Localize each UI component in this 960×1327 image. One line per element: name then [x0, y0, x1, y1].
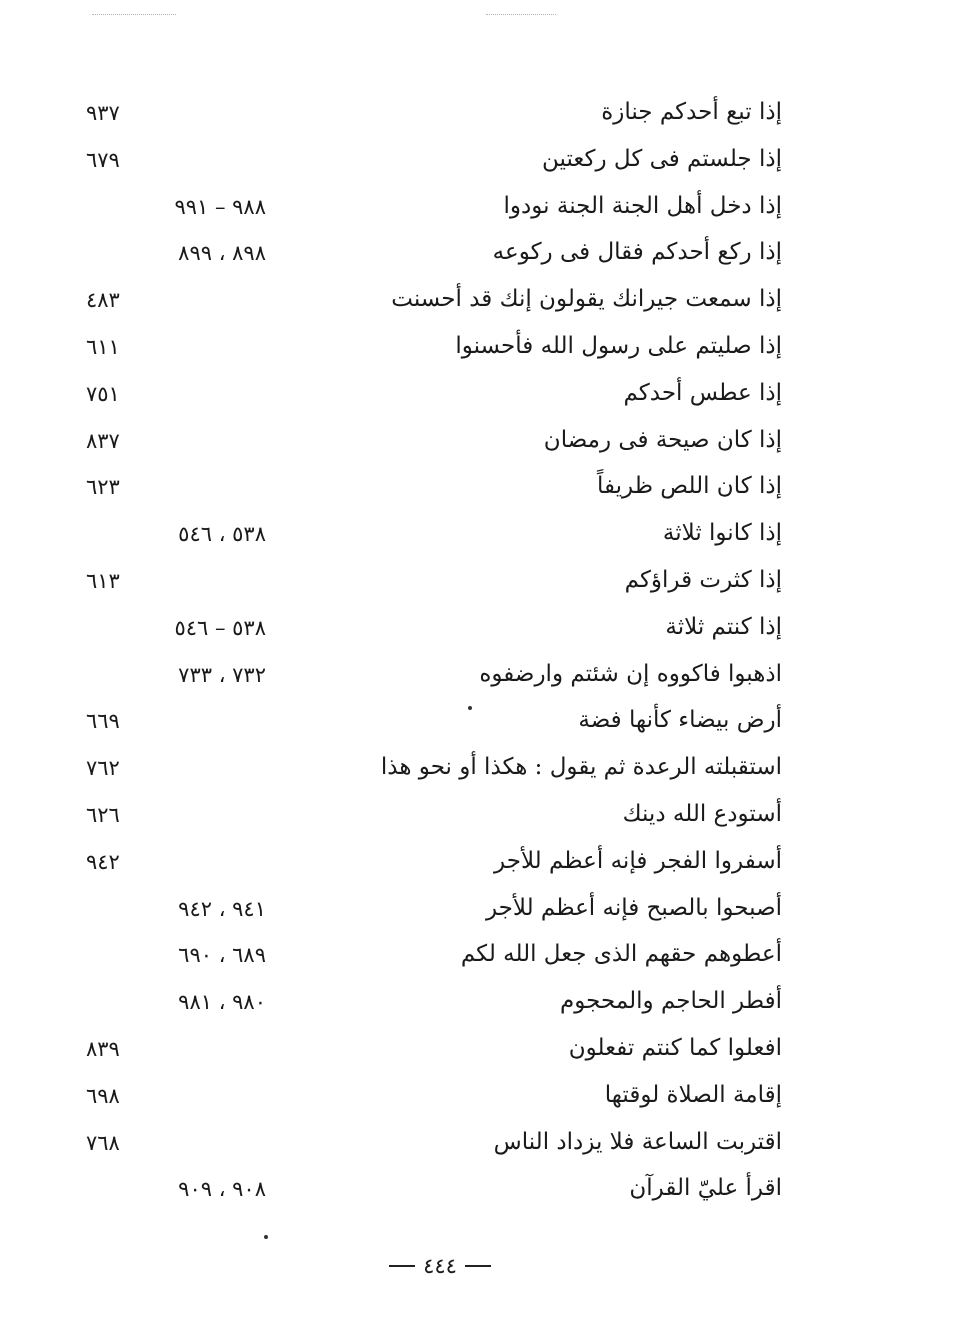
- header-rule-left: [92, 14, 176, 15]
- entry-text: استقبلته الرعدة ثم يقول : هكذا أو نحو هذا: [380, 754, 782, 781]
- entry-text: إذا كان صيحة فى رمضان: [543, 426, 782, 453]
- entry-page-refs: ٥٣٨ ، ٥٤٦: [178, 522, 266, 547]
- entry-page-refs: ٦٩٨: [86, 1083, 120, 1108]
- entry-text: إذا ركع أحدكم فقال فى ركوعه: [492, 239, 782, 266]
- entry-text: إذا سمعت جيرانك يقولون إنك قد أحسنت: [391, 286, 782, 313]
- index-row: [80, 326, 790, 373]
- entry-text: إذا دخل أهل الجنة الجنة نودوا: [503, 192, 782, 219]
- entry-page-refs: ٩٠٨ ، ٩٠٩: [178, 1177, 266, 1202]
- index-row: [80, 1168, 790, 1215]
- entry-page-refs: ٧٦٨: [86, 1130, 120, 1155]
- index-row: [80, 139, 790, 186]
- entry-page-refs: ٥٣٨ – ٥٤٦: [174, 615, 266, 640]
- print-speck: [264, 1235, 268, 1239]
- entry-page-refs: ٦٨٩ ، ٦٩٠: [178, 943, 266, 968]
- index-row: [80, 279, 790, 326]
- entry-text: إذا عطس أحدكم: [623, 379, 782, 406]
- index-row: [80, 841, 790, 888]
- entry-text: إذا جلستم فى كل ركعتين: [542, 145, 782, 172]
- index-row: [80, 981, 790, 1028]
- entry-page-refs: ٦٧٩: [86, 147, 120, 172]
- entry-page-refs: ٩٨٨ – ٩٩١: [174, 194, 266, 219]
- print-speck: [468, 706, 472, 710]
- header-rule-right: [486, 14, 556, 15]
- index-row: [80, 700, 790, 747]
- entry-page-refs: ٧٥١: [86, 381, 120, 406]
- entry-page-refs: ٨٣٧: [86, 428, 120, 453]
- entry-page-refs: ٨٩٨ ، ٨٩٩: [178, 241, 266, 266]
- entry-text: أسفروا الفجر فإنه أعظم للأجر: [494, 847, 782, 874]
- entry-text: إذا كثرت قراؤكم: [624, 566, 782, 593]
- footer-dash-left: [389, 1265, 415, 1267]
- entry-text: إذا كنتم ثلاثة: [665, 613, 782, 640]
- index-row: [80, 607, 790, 654]
- page-footer: [380, 1248, 500, 1284]
- entry-text: أرض بيضاء كأنها فضة: [578, 707, 782, 734]
- entry-page-refs: ٧٦٢: [86, 756, 120, 781]
- entry-text: أفطر الحاجم والمحجوم: [560, 988, 782, 1015]
- entry-text: أصبحوا بالصبح فإنه أعظم للأجر: [485, 894, 782, 921]
- index-row: [80, 373, 790, 420]
- entry-page-refs: ٧٣٢ ، ٧٣٣: [178, 662, 266, 687]
- entry-page-refs: ٦١١: [86, 334, 120, 359]
- entry-page-refs: ٦٢٦: [86, 802, 120, 827]
- index-row: [80, 934, 790, 981]
- index-row: [80, 92, 790, 139]
- entry-page-refs: ٩٤١ ، ٩٤٢: [178, 896, 266, 921]
- entry-text: إقامة الصلاة لوقتها: [604, 1081, 782, 1108]
- index-row: [80, 186, 790, 233]
- index-row: [80, 654, 790, 701]
- index-row: [80, 747, 790, 794]
- index-row: [80, 1028, 790, 1075]
- entry-page-refs: ٩٤٢: [86, 849, 120, 874]
- entry-page-refs: ٦٢٣: [86, 475, 120, 500]
- entry-page-refs: ٦٦٩: [86, 709, 120, 734]
- index-row: [80, 420, 790, 467]
- index-row: [80, 560, 790, 607]
- hadith-index-list: [80, 92, 790, 1215]
- entry-text: أستودع الله دينك: [622, 800, 782, 827]
- index-row: [80, 466, 790, 513]
- entry-text: إذا كانوا ثلاثة: [662, 520, 782, 547]
- page-number: ٤٤٤: [423, 1254, 457, 1278]
- index-row: [80, 888, 790, 935]
- index-row: [80, 1122, 790, 1169]
- entry-text: إذا تبع أحدكم جنازة: [601, 99, 782, 125]
- entry-text: اذهبوا فاكووه إن شئتم وارضفوه: [479, 660, 782, 687]
- entry-page-refs: ٤٨٣: [86, 288, 120, 313]
- index-row: [80, 1075, 790, 1122]
- entry-text: اقتربت الساعة فلا يزداد الناس: [493, 1128, 782, 1155]
- entry-page-refs: ٩٨٠ ، ٩٨١: [178, 990, 266, 1015]
- entry-page-refs: ٦١٣: [86, 568, 120, 593]
- footer-dash-right: [465, 1265, 491, 1267]
- index-row: [80, 232, 790, 279]
- entry-text: افعلوا كما كنتم تفعلون: [568, 1034, 782, 1061]
- entry-text: إذا كان اللص ظريفاً: [596, 473, 782, 500]
- entry-text: إذا صليتم على رسول الله فأحسنوا: [455, 332, 782, 359]
- index-row: [80, 513, 790, 560]
- entry-page-refs: ٩٣٧: [86, 101, 120, 125]
- index-row: [80, 794, 790, 841]
- entry-page-refs: ٨٣٩: [86, 1036, 120, 1061]
- entry-text: اقرأ عليّ القرآن: [629, 1175, 782, 1202]
- entry-text: أعطوهم حقهم الذى جعل الله لكم: [460, 941, 782, 968]
